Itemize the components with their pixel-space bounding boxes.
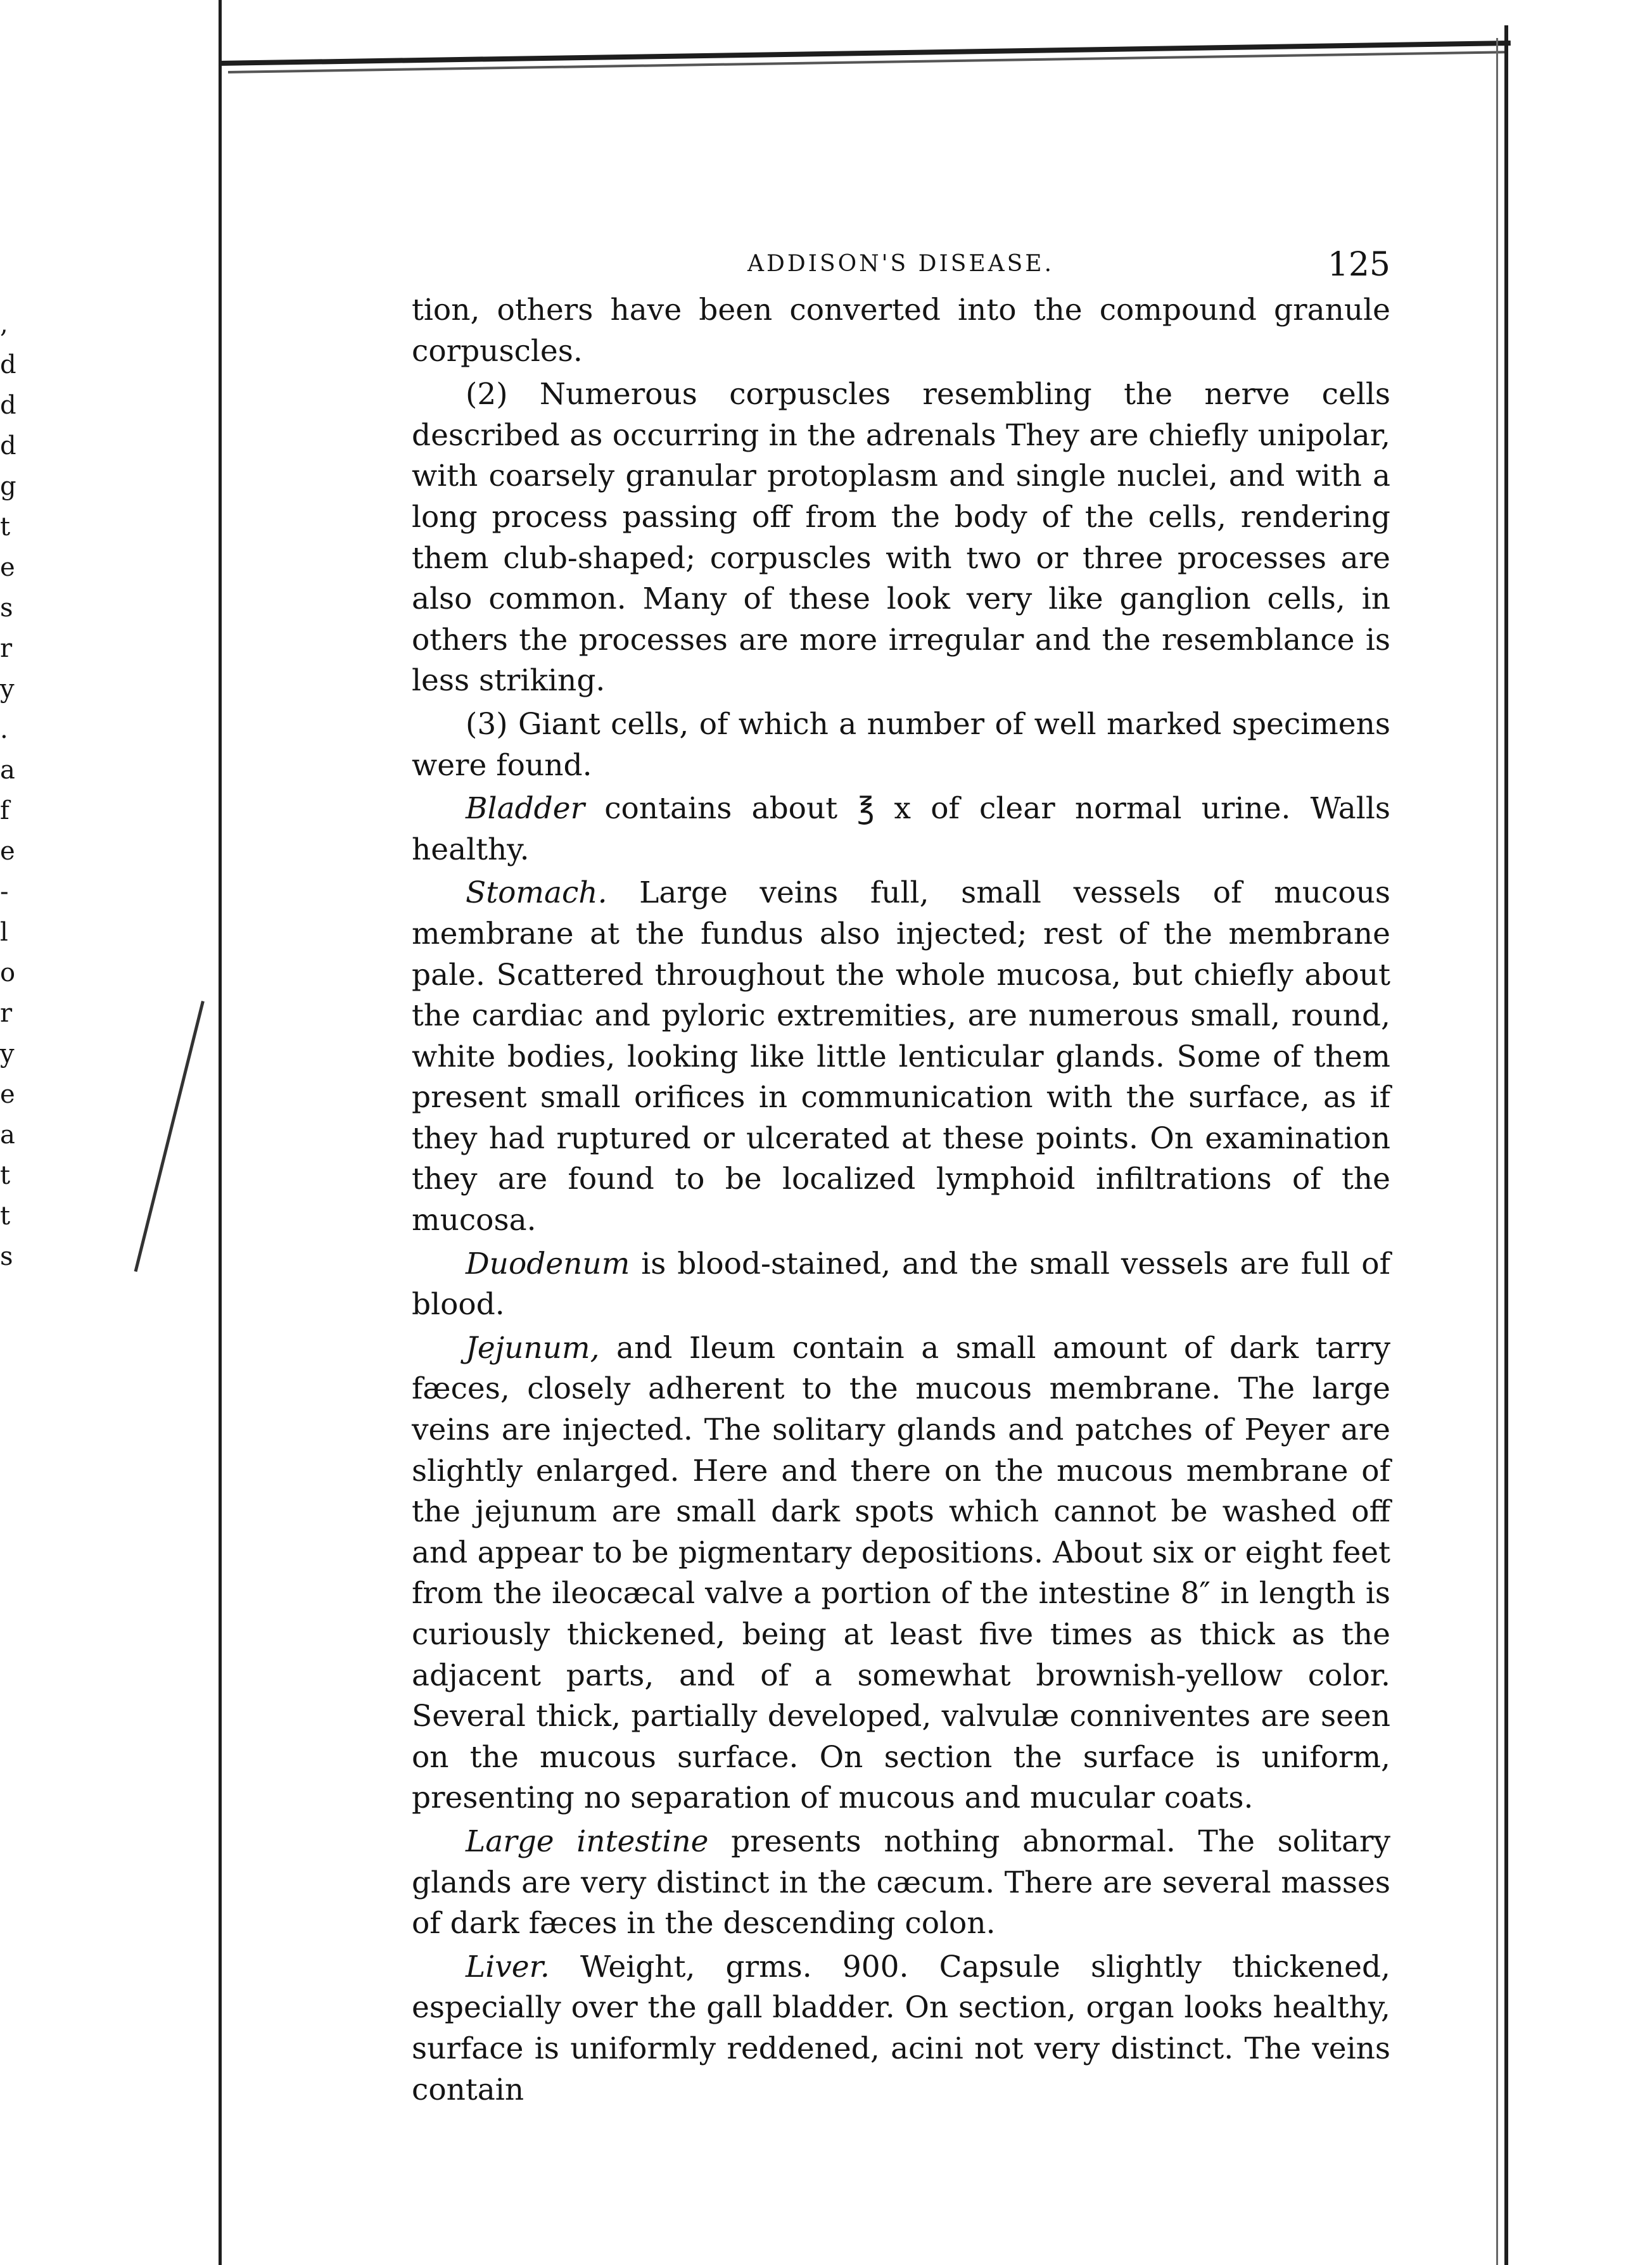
fragment: a <box>0 756 15 785</box>
paragraph-jejunum <box>412 1328 1390 1819</box>
fragment: s <box>0 1242 13 1271</box>
paragraph-text: contains about ℥ x of clear normal urine. Walls healthy. <box>412 791 1390 867</box>
fragment: y <box>0 675 15 704</box>
fragment: t <box>0 512 11 542</box>
book-page <box>412 246 1390 2110</box>
fragment: a <box>0 1120 15 1150</box>
paragraph-giant-cells <box>412 704 1390 786</box>
paragraph-lead: Large intestine <box>466 1824 709 1859</box>
paragraph-large-intestine <box>412 1822 1390 1945</box>
running-head <box>412 246 1390 290</box>
fragment: s <box>0 593 13 623</box>
paragraph-lead: Liver. <box>466 1949 550 1984</box>
page-number: 125 <box>1327 246 1390 284</box>
paragraph-text: tion, others have been converted into the compound granule corpuscles. <box>412 293 1390 369</box>
fragment: e <box>0 837 15 866</box>
paragraph-duodenum <box>412 1244 1390 1326</box>
fragment: y <box>0 1039 15 1069</box>
fragment: t <box>0 1161 11 1190</box>
paragraph-bladder <box>412 789 1390 870</box>
paragraph-continuation <box>412 290 1390 372</box>
fragment: d <box>0 391 16 420</box>
paragraph-lead: Stomach. <box>466 875 607 911</box>
paragraph-text: (2) Numerous corpuscles resembling the nerve cells described as occurring in the adrenals They are chiefly unipolar, with coarsely granular protoplasm and single nuclei, and with a long process passing off from the body of the cells, rendering them club-shaped; corpuscles with two or three processes are also common. Many of these look very like ganglion cells, in others the processes are more irregular and the resemblance is less striking. <box>412 377 1390 699</box>
paragraph-text: Weight, grms. 900. Capsule slightly thickened, especially over the gall bladder. On section, organ looks healthy, surface is uniformly reddened, acini not very distinct. The veins contain <box>412 1949 1390 2107</box>
fragment: l <box>0 918 8 947</box>
fragment: t <box>0 1202 11 1231</box>
fragment: e <box>0 553 15 582</box>
facing-page-edge <box>0 0 222 2265</box>
paragraph-text: is blood-stained, and the small vessels are full of blood. <box>412 1246 1390 1323</box>
paragraph-text: and Ileum contain a small amount of dark tarry fæces, closely adherent to the mucous membrane. The large veins are injected. The solitary glands and patches of Peyer are slightly enlarged. Here and there on the mucous membrane of the jejunum are small dark spots which cannot be washed off and appear to be pigmentary depositions. About six or eight feet from the ileocæcal valve a portion of the intestine 8″ in length is curiously thickened, being at least five times as thick as the adjacent parts, and of a somewhat brownish-yellow color. Several thick, partially developed, valvulæ conniventes are seen on the mucous surface. On section the surface is uniform, presenting no separation of mucous and mucular coats. <box>412 1330 1390 1816</box>
fragment: e <box>0 1080 15 1109</box>
page-right-edge-shadow <box>1496 38 1498 2265</box>
paragraph-lead: Duodenum <box>466 1246 630 1281</box>
fragment: , <box>0 310 8 339</box>
paragraph-text: Large veins full, small vessels of mucous membrane at the fundus also injected; rest of the membrane pale. Scattered throughout the whole mucosa, but chiefly about the cardiac and pyloric extremities, are numerous small, round, white bodies, looking like little lenticular glands. Some of them present small orifices in communication with the surface, as if they had ruptured or ulcerated at these points. On examination they are found to be localized lymphoid infiltrations of the mucosa. <box>412 875 1390 1238</box>
paragraph-lead: Bladder <box>466 791 585 827</box>
body-text <box>412 290 1390 2110</box>
fragment: r <box>0 634 13 663</box>
paragraph-lead: Jejunum, <box>466 1330 600 1366</box>
paragraph-nerve-cells <box>412 374 1390 702</box>
paragraph-text: presents nothing abnormal. The solitary glands are very distinct in the cæcum. There are several masses of dark fæces in the descending colon. <box>412 1824 1390 1941</box>
fragment: . <box>0 715 8 744</box>
fragment: d <box>0 431 16 460</box>
fragment: g <box>0 472 16 501</box>
fragment: f <box>0 796 10 825</box>
fragment: r <box>0 999 13 1028</box>
running-title: ADDISON'S DISEASE. <box>747 251 1055 277</box>
paragraph-text: (3) Giant cells, of which a number of well marked specimens were found. <box>412 706 1390 783</box>
paragraph-stomach <box>412 873 1390 1241</box>
facing-page-text-fragments <box>0 304 19 1277</box>
fragment: o <box>0 958 16 987</box>
fragment: d <box>0 350 16 379</box>
paragraph-liver <box>412 1947 1390 2110</box>
fragment: - <box>0 877 9 906</box>
page-right-edge <box>1504 25 1508 2265</box>
